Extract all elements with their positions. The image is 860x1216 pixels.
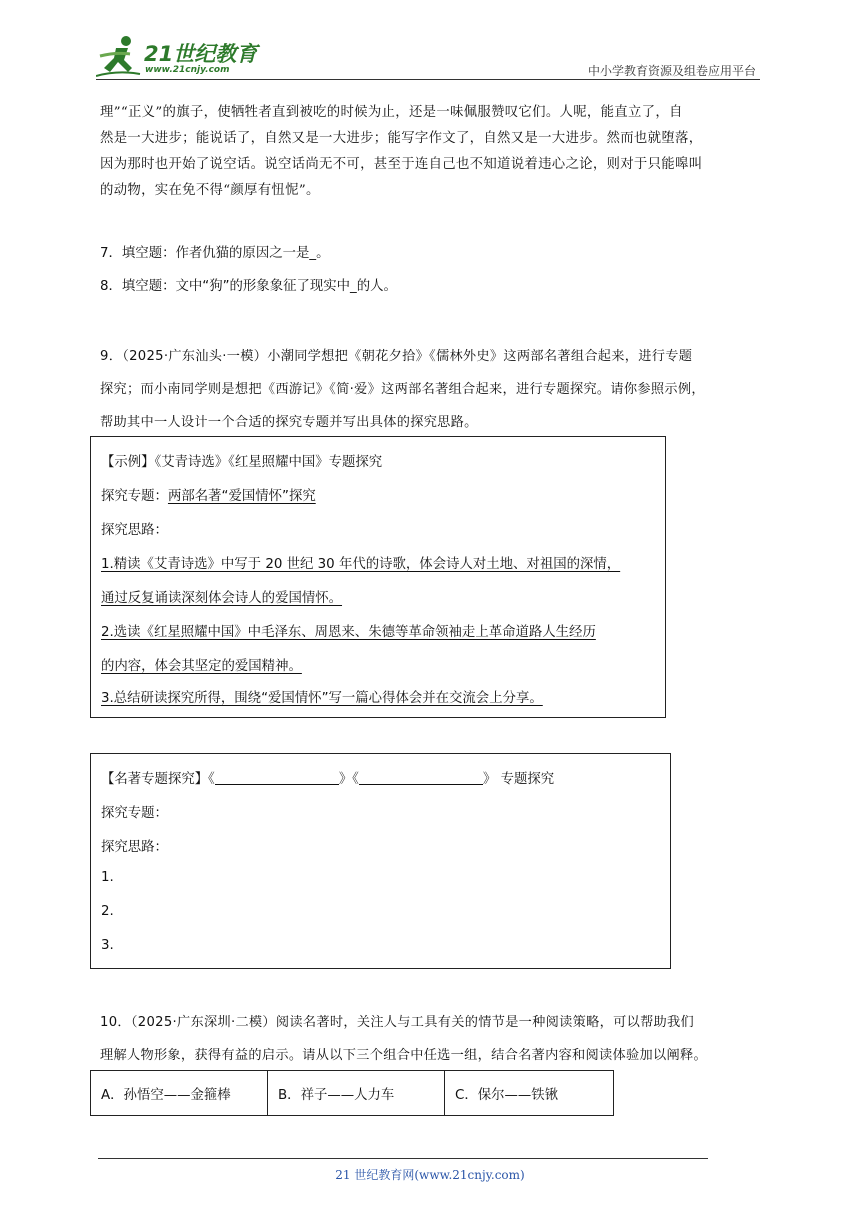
topic-label: 探究专题： [101, 489, 168, 504]
option-a: A．孙悟空——金箍棒 [91, 1071, 268, 1116]
answer-step-3: 3. [101, 938, 114, 953]
question-10 [100, 1006, 760, 1072]
answer-title-suffix: 》 专题探究 [482, 772, 555, 787]
topic-value: 两部名著“爱国情怀”探究 [167, 489, 316, 504]
logo [96, 34, 266, 78]
logo-url: www.21cnjy.com [145, 65, 230, 75]
example-idea-1a: 1.精读《艾青诗选》中写于 20 世纪 30 年代的诗歌，体会诗人对土地、对祖国的深情， [101, 557, 621, 572]
question-10-line: 10．（2025·广东深圳·二模）阅读名著时，关注人与工具有关的情节是一种阅读策略，可以帮助我们 [100, 1015, 695, 1030]
example-topic [101, 485, 316, 504]
platform-name: 中小学教育资源及组卷应用平台 [587, 64, 756, 78]
question-8: 8．填空题：文中“狗”的形象象征了现实中_的人。 [100, 279, 397, 294]
answer-step-2: 2. [101, 904, 114, 919]
passage-line: 理”“正义”的旗子，使牺牲者直到被吃的时候为止，还是一味佩服赞叹它们。人呢，能直立了，自 [100, 105, 683, 120]
page-header [96, 34, 760, 82]
option-b: B．祥子——人力车 [268, 1071, 445, 1116]
example-ideas-label: 探究思路： [101, 523, 168, 538]
example-idea-2a: 2.选读《红星照耀中国》中毛泽东、周恩来、朱德等革命领袖走上革命道路人生经历 [101, 625, 596, 640]
options-table [90, 1070, 614, 1116]
runner-logo-icon [96, 34, 142, 78]
passage-line: 然是一大进步；能说话了，自然又是一大进步；能写字作文了，自然又是一大进步。然而也就堕落， [100, 131, 703, 146]
example-title: 【示例】《艾青诗选》《红星照耀中国》专题探究 [101, 455, 383, 470]
example-idea-2b: 的内容，体会其坚定的爱国精神。 [101, 659, 302, 674]
footer-text[interactable]: 21 世纪教育网(www.21cnjy.com) [335, 1168, 525, 1182]
book-blank-1[interactable] [215, 770, 339, 785]
book-blank-2[interactable] [359, 770, 483, 785]
answer-step-1: 1. [101, 870, 114, 885]
option-c: C．保尔——铁锹 [445, 1071, 614, 1116]
footer-divider [98, 1158, 708, 1159]
logo-text: 21世纪教育 [144, 42, 258, 66]
passage-line: 的动物，实在免不得“颜厚有忸怩”。 [100, 183, 320, 198]
example-idea-3: 3.总结研读探究所得，围绕“爱国情怀”写一篇心得体会并在交流会上分享。 [101, 691, 543, 706]
passage [100, 100, 760, 204]
question-7: 7．填空题：作者仇猫的原因之一是_。 [100, 246, 330, 261]
answer-title-prefix: 【名著专题探究】《 [101, 772, 215, 787]
question-9-line: 探究；而小南同学则是想把《西游记》《简·爱》这两部名著组合起来，进行专题探究。请你参照示例， [100, 382, 705, 397]
example-box [90, 436, 666, 718]
question-9-line: 9．（2025·广东汕头·一模）小潮同学想把《朝花夕拾》《儒林外史》这两部名著组合起来，进行专题 [100, 349, 693, 364]
passage-line: 因为那时也开始了说空话。说空话尚无不可，甚至于连自己也不知道说着违心之论，则对于只能嗥叫 [100, 157, 703, 172]
answer-title-mid: 》《 [338, 772, 359, 787]
answer-title [101, 768, 554, 787]
answer-topic-label: 探究专题： [101, 806, 168, 821]
question-9-line: 帮助其中一人设计一个合适的探究专题并写出具体的探究思路。 [100, 415, 478, 430]
answer-ideas-label: 探究思路： [101, 840, 168, 855]
question-9 [100, 340, 760, 439]
question-10-line: 理解人物形象，获得有益的启示。请从以下三个组合中任选一组，结合名著内容和阅读体验加以阐释。 [100, 1048, 707, 1063]
answer-box [90, 753, 671, 969]
example-idea-1b: 通过反复诵读深刻体会诗人的爱国情怀。 [101, 591, 343, 606]
header-divider [96, 79, 760, 80]
